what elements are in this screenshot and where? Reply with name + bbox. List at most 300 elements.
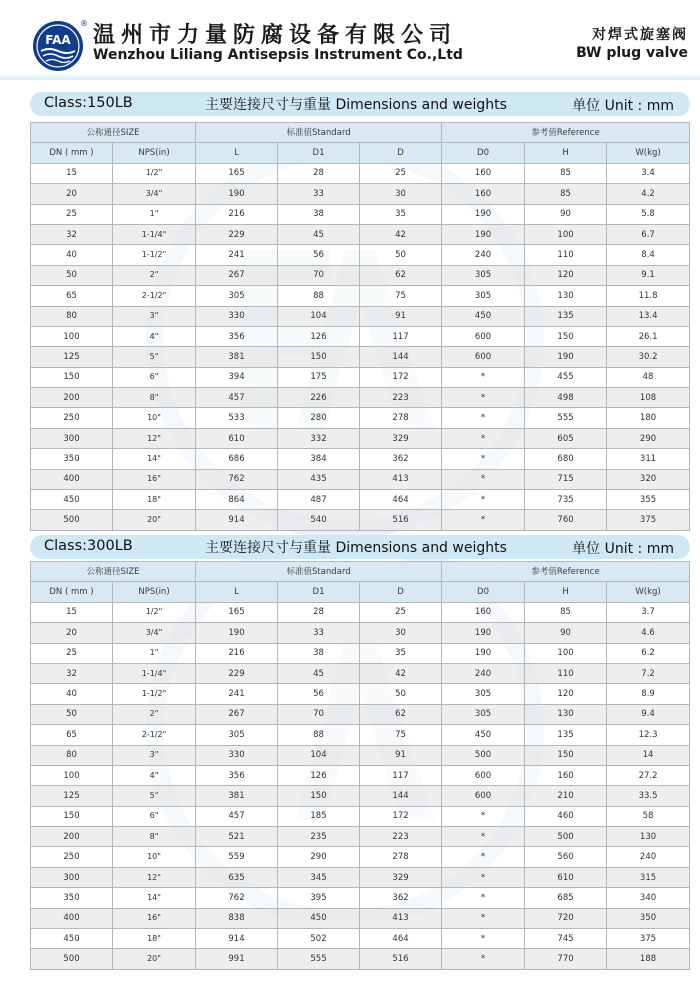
- cell-d: 223: [360, 827, 442, 847]
- cell-w: 4.6: [607, 623, 690, 643]
- cell-h: 110: [525, 663, 607, 683]
- cell-d0: *: [442, 949, 525, 969]
- cell-w: 350: [607, 908, 690, 928]
- cell-nps: 1/2": [113, 163, 196, 183]
- cell-dn: 300: [31, 867, 113, 887]
- cell-l: 686: [196, 449, 278, 469]
- cell-nps: 1": [113, 643, 196, 663]
- cell-d1: 175: [278, 367, 360, 387]
- cell-w: 11.8: [607, 286, 690, 306]
- cell-d0: 160: [442, 184, 525, 204]
- table-row: [31, 184, 690, 204]
- cell-w: 108: [607, 388, 690, 408]
- table-row: [31, 265, 690, 285]
- cell-dn: 350: [31, 888, 113, 908]
- table-row: [31, 510, 690, 530]
- cell-w: 188: [607, 949, 690, 969]
- cell-l: 305: [196, 286, 278, 306]
- cell-l: 229: [196, 224, 278, 244]
- cell-h: 120: [525, 684, 607, 704]
- cell-d0: 190: [442, 204, 525, 224]
- cell-d1: 280: [278, 408, 360, 428]
- cell-dn: 250: [31, 408, 113, 428]
- cell-w: 30.2: [607, 347, 690, 367]
- cell-l: 267: [196, 704, 278, 724]
- spec-table: [30, 561, 690, 970]
- cell-l: 330: [196, 306, 278, 326]
- cell-h: 150: [525, 326, 607, 346]
- cell-h: 605: [525, 428, 607, 448]
- cell-nps: 18": [113, 490, 196, 510]
- cell-l: 533: [196, 408, 278, 428]
- cell-dn: 40: [31, 245, 113, 265]
- cell-d1: 28: [278, 602, 360, 622]
- cell-nps: 3/4": [113, 184, 196, 204]
- cell-d1: 126: [278, 765, 360, 785]
- cell-d1: 28: [278, 163, 360, 183]
- table-row: [31, 428, 690, 448]
- cell-d0: 600: [442, 786, 525, 806]
- cell-h: 210: [525, 786, 607, 806]
- cell-w: 13.4: [607, 306, 690, 326]
- cell-dn: 32: [31, 224, 113, 244]
- cell-d: 278: [360, 847, 442, 867]
- table-row: [31, 888, 690, 908]
- cell-dn: 300: [31, 428, 113, 448]
- cell-w: 311: [607, 449, 690, 469]
- cell-d0: *: [442, 388, 525, 408]
- cell-nps: 12": [113, 867, 196, 887]
- cell-w: 14: [607, 745, 690, 765]
- cell-w: 375: [607, 510, 690, 530]
- cell-d1: 33: [278, 623, 360, 643]
- unit-label: 单位 Unit : mm: [572, 98, 674, 114]
- cell-dn: 200: [31, 388, 113, 408]
- cell-dn: 65: [31, 286, 113, 306]
- cell-d0: 450: [442, 725, 525, 745]
- cell-d1: 70: [278, 704, 360, 724]
- table-row: [31, 469, 690, 489]
- cell-nps: 4": [113, 765, 196, 785]
- cell-d0: *: [442, 408, 525, 428]
- cell-w: 9.1: [607, 265, 690, 285]
- cell-h: 100: [525, 643, 607, 663]
- cell-d0: *: [442, 908, 525, 928]
- cell-d: 362: [360, 449, 442, 469]
- cell-w: 290: [607, 428, 690, 448]
- cell-h: 680: [525, 449, 607, 469]
- cell-d0: 450: [442, 306, 525, 326]
- cell-w: 240: [607, 847, 690, 867]
- cell-d0: *: [442, 469, 525, 489]
- col-dn: DN ( mm ): [31, 582, 113, 602]
- cell-nps: 1-1/2": [113, 245, 196, 265]
- cell-nps: 5": [113, 786, 196, 806]
- cell-d: 464: [360, 490, 442, 510]
- cell-dn: 400: [31, 908, 113, 928]
- cell-w: 3.4: [607, 163, 690, 183]
- product-name-en: BW plug valve: [576, 45, 688, 61]
- cell-h: 770: [525, 949, 607, 969]
- cell-d0: *: [442, 490, 525, 510]
- cell-l: 457: [196, 388, 278, 408]
- cell-d: 35: [360, 204, 442, 224]
- cell-d0: 305: [442, 704, 525, 724]
- cell-h: 130: [525, 704, 607, 724]
- cell-w: 355: [607, 490, 690, 510]
- cell-l: 356: [196, 326, 278, 346]
- cell-l: 521: [196, 827, 278, 847]
- cell-d1: 226: [278, 388, 360, 408]
- table-row: [31, 929, 690, 949]
- cell-w: 12.3: [607, 725, 690, 745]
- cell-h: 735: [525, 490, 607, 510]
- cell-d1: 235: [278, 827, 360, 847]
- cell-d0: *: [442, 806, 525, 826]
- cell-d1: 150: [278, 347, 360, 367]
- cell-dn: 80: [31, 306, 113, 326]
- cell-d1: 540: [278, 510, 360, 530]
- cell-d1: 150: [278, 786, 360, 806]
- cell-h: 460: [525, 806, 607, 826]
- cell-l: 190: [196, 184, 278, 204]
- cell-nps: 1-1/2": [113, 684, 196, 704]
- table-row: [31, 867, 690, 887]
- cell-d0: 305: [442, 684, 525, 704]
- cell-nps: 20": [113, 949, 196, 969]
- cell-l: 864: [196, 490, 278, 510]
- cell-nps: 2-1/2": [113, 286, 196, 306]
- col-d1: D1: [278, 143, 360, 163]
- cell-d0: 190: [442, 224, 525, 244]
- table-row: [31, 388, 690, 408]
- table-row: [31, 949, 690, 969]
- cell-nps: 1-1/4": [113, 663, 196, 683]
- cell-h: 610: [525, 867, 607, 887]
- cell-h: 720: [525, 908, 607, 928]
- cell-l: 991: [196, 949, 278, 969]
- cell-d0: 600: [442, 765, 525, 785]
- cell-l: 305: [196, 725, 278, 745]
- cell-d: 413: [360, 908, 442, 928]
- table-row: [31, 367, 690, 387]
- cell-d: 117: [360, 765, 442, 785]
- cell-d1: 56: [278, 245, 360, 265]
- cell-d0: *: [442, 449, 525, 469]
- cell-d0: 160: [442, 163, 525, 183]
- header-divider: [0, 72, 700, 80]
- cell-h: 130: [525, 286, 607, 306]
- header-size: 公称通径SIZE: [31, 562, 196, 582]
- table-row: [31, 847, 690, 867]
- cell-dn: 100: [31, 765, 113, 785]
- table-row: [31, 602, 690, 622]
- cell-d: 91: [360, 306, 442, 326]
- cell-dn: 50: [31, 704, 113, 724]
- class-label: Class:150LB: [44, 95, 133, 111]
- cell-l: 914: [196, 510, 278, 530]
- cell-nps: 14": [113, 449, 196, 469]
- cell-w: 7.2: [607, 663, 690, 683]
- cell-d: 75: [360, 725, 442, 745]
- table-row: [31, 623, 690, 643]
- cell-d: 42: [360, 224, 442, 244]
- cell-nps: 16": [113, 469, 196, 489]
- cell-d: 50: [360, 684, 442, 704]
- cell-nps: 2": [113, 265, 196, 285]
- cell-d1: 502: [278, 929, 360, 949]
- cell-h: 90: [525, 204, 607, 224]
- cell-d1: 345: [278, 867, 360, 887]
- cell-w: 3.7: [607, 602, 690, 622]
- cell-w: 6.2: [607, 643, 690, 663]
- cell-d0: 305: [442, 286, 525, 306]
- cell-dn: 25: [31, 643, 113, 663]
- cell-d: 516: [360, 510, 442, 530]
- cell-l: 241: [196, 684, 278, 704]
- cell-h: 500: [525, 827, 607, 847]
- table-body: [31, 602, 690, 969]
- cell-l: 635: [196, 867, 278, 887]
- cell-d: 25: [360, 163, 442, 183]
- cell-dn: 20: [31, 184, 113, 204]
- cell-d1: 104: [278, 745, 360, 765]
- cell-d1: 290: [278, 847, 360, 867]
- cell-h: 455: [525, 367, 607, 387]
- cell-d: 172: [360, 806, 442, 826]
- cell-w: 315: [607, 867, 690, 887]
- cell-h: 560: [525, 847, 607, 867]
- cell-d0: *: [442, 847, 525, 867]
- registered-mark: ®: [80, 19, 88, 28]
- cell-w: 27.2: [607, 765, 690, 785]
- cell-l: 356: [196, 765, 278, 785]
- cell-h: 90: [525, 623, 607, 643]
- table-row: [31, 490, 690, 510]
- table-row: [31, 286, 690, 306]
- cell-w: 48: [607, 367, 690, 387]
- cell-d1: 435: [278, 469, 360, 489]
- section-banner: [30, 92, 690, 116]
- cell-dn: 40: [31, 684, 113, 704]
- cell-nps: 18": [113, 929, 196, 949]
- col-nps: NPS(in): [113, 582, 196, 602]
- cell-d1: 38: [278, 204, 360, 224]
- col-d0: D0: [442, 143, 525, 163]
- cell-d0: *: [442, 428, 525, 448]
- cell-nps: 14": [113, 888, 196, 908]
- cell-d1: 88: [278, 286, 360, 306]
- cell-nps: 6": [113, 367, 196, 387]
- cell-l: 330: [196, 745, 278, 765]
- cell-dn: 125: [31, 786, 113, 806]
- cell-w: 58: [607, 806, 690, 826]
- cell-l: 559: [196, 847, 278, 867]
- col-d: D: [360, 582, 442, 602]
- spec-table: [30, 122, 690, 531]
- cell-l: 216: [196, 643, 278, 663]
- cell-l: 241: [196, 245, 278, 265]
- cell-d0: 190: [442, 643, 525, 663]
- cell-nps: 1": [113, 204, 196, 224]
- cell-d1: 38: [278, 643, 360, 663]
- col-h: H: [525, 582, 607, 602]
- table-row: [31, 704, 690, 724]
- page-header: [0, 0, 700, 80]
- col-w: W(kg): [607, 143, 690, 163]
- cell-w: 26.1: [607, 326, 690, 346]
- cell-d: 25: [360, 602, 442, 622]
- cell-dn: 450: [31, 929, 113, 949]
- table-row: [31, 204, 690, 224]
- cell-w: 340: [607, 888, 690, 908]
- cell-h: 85: [525, 184, 607, 204]
- cell-d: 329: [360, 867, 442, 887]
- cell-w: 8.9: [607, 684, 690, 704]
- table-row: [31, 684, 690, 704]
- cell-dn: 250: [31, 847, 113, 867]
- cell-d: 362: [360, 888, 442, 908]
- table-row: [31, 449, 690, 469]
- unit-label: 单位 Unit : mm: [572, 541, 674, 557]
- table-row: [31, 765, 690, 785]
- cell-d: 144: [360, 347, 442, 367]
- company-name-en: Wenzhou Liliang Antisepsis Instrument Co.,Ltd: [93, 47, 463, 63]
- cell-h: 685: [525, 888, 607, 908]
- cell-dn: 400: [31, 469, 113, 489]
- cell-d0: *: [442, 510, 525, 530]
- cell-h: 745: [525, 929, 607, 949]
- cell-d1: 56: [278, 684, 360, 704]
- col-w: W(kg): [607, 582, 690, 602]
- cell-d0: *: [442, 929, 525, 949]
- cell-l: 267: [196, 265, 278, 285]
- cell-dn: 150: [31, 806, 113, 826]
- cell-nps: 1-1/4": [113, 224, 196, 244]
- cell-dn: 150: [31, 367, 113, 387]
- cell-w: 33.5: [607, 786, 690, 806]
- cell-nps: 3/4": [113, 623, 196, 643]
- col-d1: D1: [278, 582, 360, 602]
- cell-d0: *: [442, 867, 525, 887]
- cell-l: 914: [196, 929, 278, 949]
- cell-l: 216: [196, 204, 278, 224]
- cell-d0: 500: [442, 745, 525, 765]
- cell-d: 144: [360, 786, 442, 806]
- cell-l: 762: [196, 888, 278, 908]
- cell-d1: 555: [278, 949, 360, 969]
- cell-h: 160: [525, 765, 607, 785]
- cell-nps: 4": [113, 326, 196, 346]
- cell-l: 838: [196, 908, 278, 928]
- cell-dn: 200: [31, 827, 113, 847]
- cell-dn: 25: [31, 204, 113, 224]
- cell-h: 85: [525, 163, 607, 183]
- cell-w: 9.4: [607, 704, 690, 724]
- class-label: Class:300LB: [44, 538, 133, 554]
- cell-l: 165: [196, 163, 278, 183]
- cell-w: 130: [607, 827, 690, 847]
- cell-nps: 20": [113, 510, 196, 530]
- table-row: [31, 326, 690, 346]
- cell-h: 120: [525, 265, 607, 285]
- cell-nps: 1/2": [113, 602, 196, 622]
- cell-h: 85: [525, 602, 607, 622]
- cell-d0: 190: [442, 623, 525, 643]
- cell-d: 329: [360, 428, 442, 448]
- cell-d: 75: [360, 286, 442, 306]
- table-row: [31, 806, 690, 826]
- table-row: [31, 908, 690, 928]
- cell-nps: 3": [113, 306, 196, 326]
- cell-w: 320: [607, 469, 690, 489]
- cell-dn: 450: [31, 490, 113, 510]
- cell-h: 760: [525, 510, 607, 530]
- col-l: L: [196, 143, 278, 163]
- cell-h: 555: [525, 408, 607, 428]
- cell-d: 62: [360, 704, 442, 724]
- cell-h: 498: [525, 388, 607, 408]
- cell-d0: 160: [442, 602, 525, 622]
- cell-dn: 50: [31, 265, 113, 285]
- table-row: [31, 663, 690, 683]
- cell-d1: 70: [278, 265, 360, 285]
- col-nps: NPS(in): [113, 143, 196, 163]
- table-row: [31, 786, 690, 806]
- cell-dn: 125: [31, 347, 113, 367]
- cell-d0: 600: [442, 326, 525, 346]
- cell-d: 30: [360, 623, 442, 643]
- cell-d1: 126: [278, 326, 360, 346]
- cell-d1: 45: [278, 663, 360, 683]
- cell-l: 394: [196, 367, 278, 387]
- cell-dn: 32: [31, 663, 113, 683]
- cell-d: 464: [360, 929, 442, 949]
- cell-w: 5.8: [607, 204, 690, 224]
- company-name-cn: 温州市力量防腐设备有限公司: [93, 23, 458, 48]
- table-row: [31, 245, 690, 265]
- cell-h: 190: [525, 347, 607, 367]
- cell-dn: 500: [31, 949, 113, 969]
- table-row: [31, 643, 690, 663]
- cell-d: 35: [360, 643, 442, 663]
- cell-d1: 487: [278, 490, 360, 510]
- cell-l: 381: [196, 347, 278, 367]
- cell-d1: 395: [278, 888, 360, 908]
- header-standard: 标准值Standard: [196, 123, 442, 143]
- cell-dn: 15: [31, 602, 113, 622]
- section-title: 主要连接尺寸与重量 Dimensions and weights: [205, 540, 507, 556]
- table-row: [31, 408, 690, 428]
- cell-l: 381: [196, 786, 278, 806]
- cell-d: 278: [360, 408, 442, 428]
- col-l: L: [196, 582, 278, 602]
- cell-dn: 20: [31, 623, 113, 643]
- cell-d: 50: [360, 245, 442, 265]
- cell-d: 30: [360, 184, 442, 204]
- cell-d0: 600: [442, 347, 525, 367]
- cell-d0: *: [442, 888, 525, 908]
- col-d: D: [360, 143, 442, 163]
- cell-l: 610: [196, 428, 278, 448]
- table-row: [31, 347, 690, 367]
- cell-h: 135: [525, 725, 607, 745]
- col-d0: D0: [442, 582, 525, 602]
- table-row: [31, 163, 690, 183]
- cell-l: 229: [196, 663, 278, 683]
- cell-d0: 240: [442, 663, 525, 683]
- section-title: 主要连接尺寸与重量 Dimensions and weights: [205, 97, 507, 113]
